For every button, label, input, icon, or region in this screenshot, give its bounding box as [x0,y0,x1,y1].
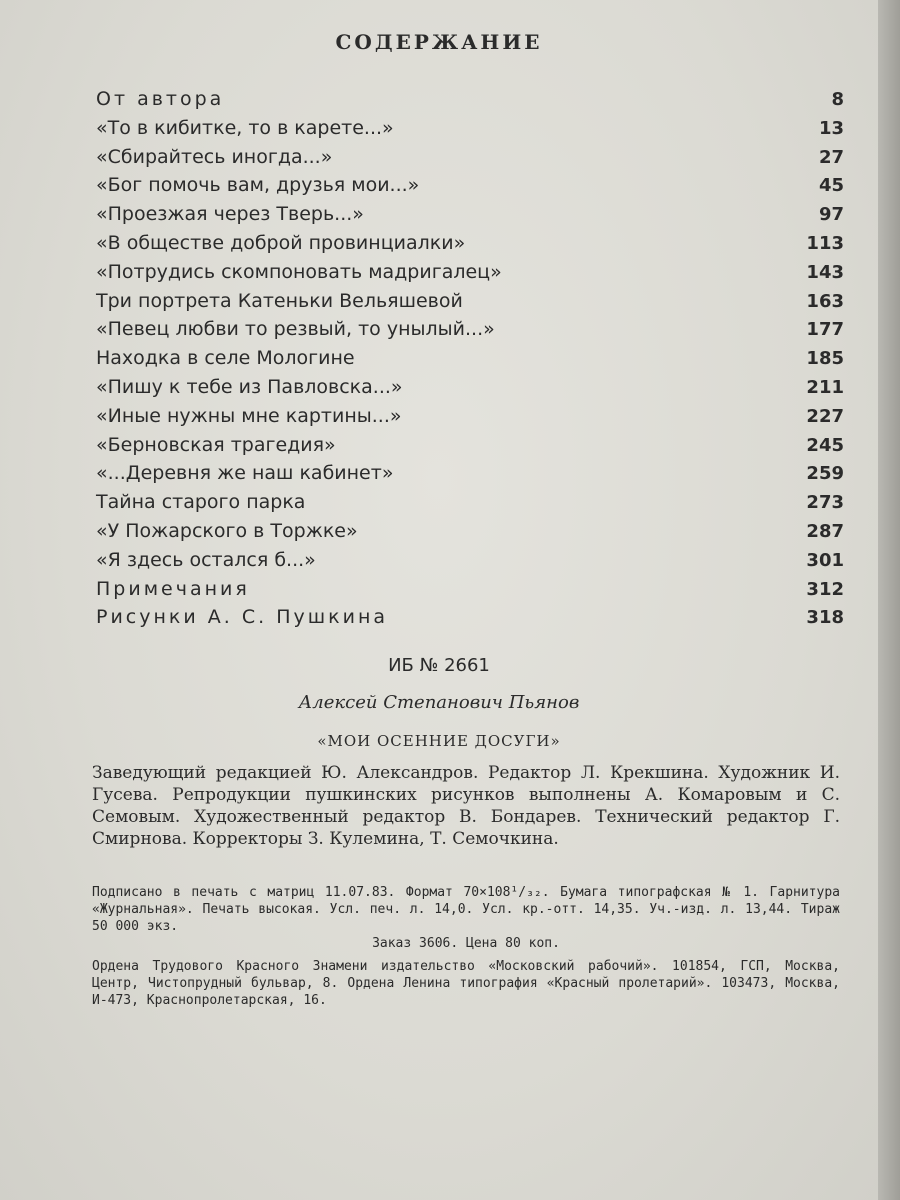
toc-entry-page: 312 [806,578,844,600]
toc-entry-title: «Сбирайтесь иногда...» [96,145,333,168]
toc-entry-title: «Певец любви то резвый, то унылый...» [96,318,495,341]
toc-entry [96,434,844,463]
toc-entry-title: «Я здесь остался б...» [96,548,316,571]
toc-entry-page: 273 [806,492,844,514]
print-details [92,884,840,952]
toc-entry [96,290,844,319]
toc-heading: СОДЕРЖАНИЕ [335,30,543,54]
toc-entry-page: 211 [806,376,844,398]
toc-entry-page: 27 [818,146,844,168]
toc-entry [96,491,844,520]
toc-entry [96,203,844,232]
toc-entry-page: 13 [818,117,844,139]
toc-entry [96,261,844,290]
toc-entry-title: Три портрета Катеньки Вельяшевой [96,289,463,312]
toc-entry [96,462,844,491]
toc-entry-page: 163 [806,290,844,312]
page-edge [878,0,900,1200]
toc-entry-title: Находка в селе Мологине [96,347,355,370]
toc-entry-title: «Иные нужны мне картины...» [96,404,402,427]
toc-entry [96,376,844,405]
ib-number: ИБ № 2661 [388,655,490,676]
toc-entry-page: 113 [806,232,844,254]
publisher-info: Ордена Трудового Красного Знамени издательство «Московский рабочий». 101854, ГСП, Москва, Центр, Чистопрудный бульвар, 8. Ордена Ленина типография «Красный пролетарий». 103473, Москва, И-473, Краснопролетарская, 16. [92,959,840,1008]
toc-entry-title: Тайна старого парка [96,491,306,514]
author-name: Алексей Степанович Пьянов [298,692,580,713]
toc-entry-title: Примечания [96,577,250,600]
toc-entry-title: «Потрудись скомпоновать мадригалец» [96,260,502,283]
toc-entry-title: От автора [96,88,225,110]
toc-entry-page: 301 [806,549,844,571]
toc-entry-page: 8 [831,89,844,110]
toc-entry-title: «Проезжая через Тверь...» [96,203,364,226]
toc-entry [96,405,844,434]
toc-entry-title: «В обществе доброй провинциалки» [96,231,466,254]
toc-entry [96,318,844,347]
toc-entry-title: Рисунки А. С. Пушкина [96,606,389,629]
toc-entry-page: 227 [806,405,844,427]
toc-entry-title: «Пишу к тебе из Павловска...» [96,375,403,398]
toc-entry-page: 245 [806,434,844,456]
toc-entry-page: 259 [806,463,844,485]
toc-entry [96,117,844,146]
toc-entry [96,174,844,203]
toc-entry [96,578,844,607]
toc-entry [96,520,844,549]
toc-list [96,88,844,635]
editorial-credits: Заведующий редакцией Ю. Александров. Редактор Л. Крекшина. Художник И. Гусева. Репродукции пушкинских рисунков выполнены А. Комаровым и С. Семовым. Художественный редактор В. Бондарев. Технический редактор Г. Смирнова. Корректоры З. Кулемина, Т. Семочкина. [92,763,840,849]
toc-entry [96,347,844,376]
toc-entry-title: «То в кибитке, то в карете...» [96,116,394,139]
toc-entry [96,88,844,117]
toc-entry [96,232,844,261]
book-title: «МОИ ОСЕННИЕ ДОСУГИ» [317,732,561,750]
print-details-text: Подписано в печать с матриц 11.07.83. Формат 70×108¹/₃₂. Бумага типографская № 1. Гарнитура «Журнальная». Печать высокая. Усл. печ. л. 14,0. Усл. кр.-отт. 14,35. Уч.-изд. л. 13,44. Тираж 50 000 экз. [92,885,840,934]
toc-entry [96,146,844,175]
toc-entry-title: «Берновская трагедия» [96,433,336,456]
toc-entry-title: «Бог помочь вам, друзья мои...» [96,174,420,197]
toc-entry-page: 177 [806,319,844,341]
toc-entry-title: «У Пожарского в Торжке» [96,519,358,542]
order-price-line: Заказ 3606. Цена 80 коп. [372,936,560,951]
toc-entry-page: 185 [806,348,844,370]
toc-entry-title: «...Деревня же наш кабинет» [96,462,394,485]
toc-entry-page: 97 [818,204,844,226]
toc-entry-page: 45 [818,175,844,197]
toc-entry-page: 287 [806,520,844,542]
toc-entry-page: 318 [806,607,844,629]
toc-entry [96,606,844,635]
toc-entry-page: 143 [806,261,844,283]
toc-entry [96,549,844,578]
